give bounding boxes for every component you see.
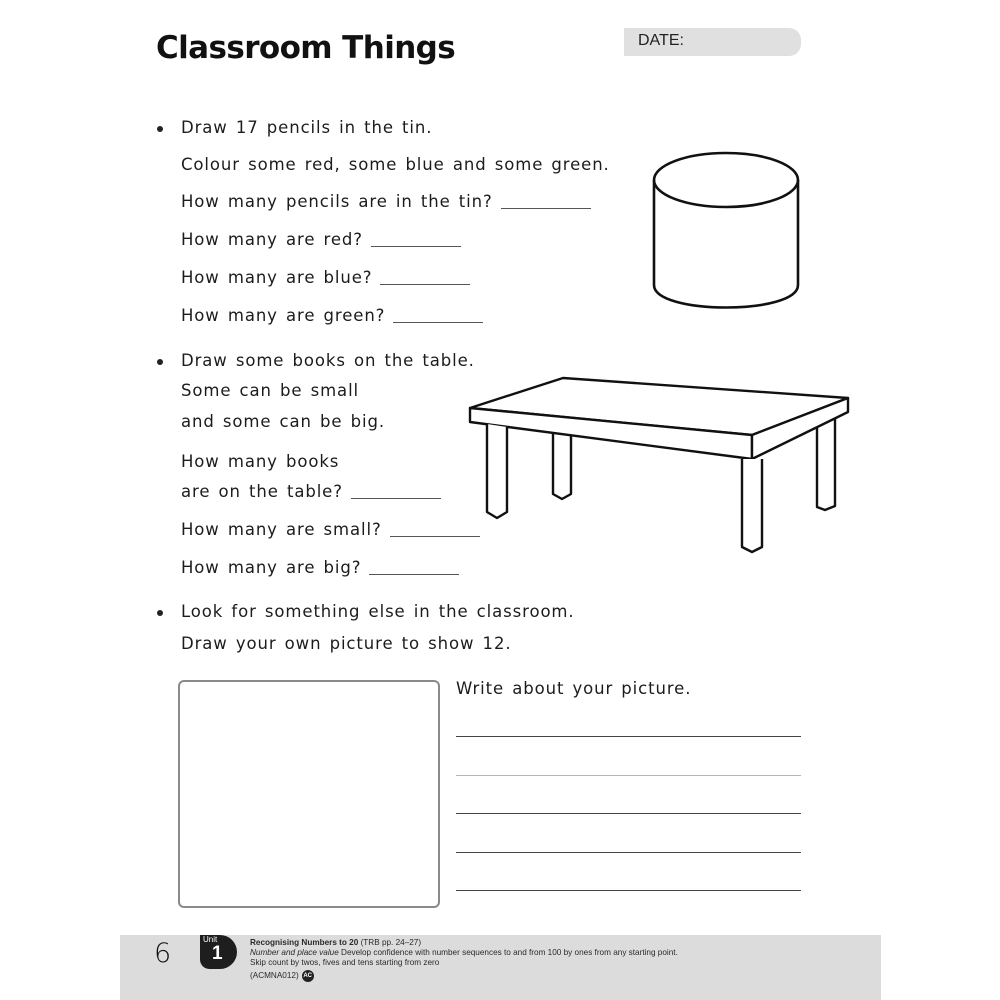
answer-blank[interactable] — [351, 497, 441, 499]
question-text: are on the table? — [181, 482, 343, 501]
ac-badge-icon: AC — [302, 970, 314, 982]
bullet-icon — [157, 610, 163, 616]
tin-icon — [640, 150, 810, 320]
footer-line1: Develop confidence with number sequences to and from 100 by ones from any starting point. — [341, 948, 678, 957]
answer-blank[interactable] — [371, 245, 461, 247]
strand-label: Number and place value — [250, 948, 339, 957]
question-text: How many are big? — [181, 558, 362, 577]
answer-blank[interactable] — [393, 321, 483, 323]
question-big — [181, 558, 459, 578]
answer-blank[interactable] — [380, 283, 470, 285]
section1-bullet: Draw 17 pencils in the tin. — [181, 118, 433, 137]
question-books-total — [181, 482, 441, 502]
answer-blank[interactable] — [369, 573, 459, 575]
date-label: DATE: — [638, 32, 684, 49]
section3-line2: Draw your own picture to show 12. — [181, 634, 512, 653]
unit-number: 1 — [212, 943, 223, 964]
question-pencils-total — [181, 192, 591, 212]
write-prompt: Write about your picture. — [456, 679, 692, 698]
section3-bullet: Look for something else in the classroom. — [181, 602, 575, 621]
section2-line2: and some can be big. — [181, 412, 385, 431]
footer-line2: Skip count by twos, fives and tens starting from zero — [250, 958, 440, 967]
footer-heading: Recognising Numbers to 20 — [250, 938, 359, 947]
page-title: Classroom Things — [156, 30, 456, 66]
section2-bullet: Draw some books on the table. — [181, 351, 475, 370]
answer-blank[interactable] — [501, 207, 591, 209]
trb-reference: (TRB pp. 24–27) — [360, 938, 422, 947]
question-text: How many are red? — [181, 230, 363, 249]
date-field[interactable] — [624, 28, 801, 56]
section1-instruction: Colour some red, some blue and some green. — [181, 155, 610, 174]
writing-line[interactable] — [456, 775, 801, 776]
question-text: How many are blue? — [181, 268, 373, 287]
question-text: How many are small? — [181, 520, 382, 539]
question-text: How many pencils are in the tin? — [181, 192, 493, 211]
question-green — [181, 306, 483, 326]
writing-line[interactable] — [456, 813, 801, 814]
question-text: How many are green? — [181, 306, 386, 325]
page-footer — [120, 935, 881, 1000]
question-small — [181, 520, 480, 540]
section2-line1: Some can be small — [181, 381, 360, 400]
question-blue — [181, 268, 470, 288]
curriculum-note — [250, 938, 678, 982]
writing-line[interactable] — [456, 736, 801, 737]
writing-line[interactable] — [456, 890, 801, 891]
unit-badge — [200, 935, 237, 969]
table-icon — [465, 372, 855, 557]
drawing-box[interactable] — [178, 680, 440, 908]
question-books-line1: How many books — [181, 452, 340, 471]
bullet-icon — [157, 359, 163, 365]
bullet-icon — [157, 126, 163, 132]
unit-label: Unit — [203, 935, 218, 944]
writing-line[interactable] — [456, 852, 801, 853]
question-red — [181, 230, 461, 250]
curriculum-code: (ACMNA012) — [250, 971, 299, 981]
page-number: 6 — [154, 938, 172, 969]
